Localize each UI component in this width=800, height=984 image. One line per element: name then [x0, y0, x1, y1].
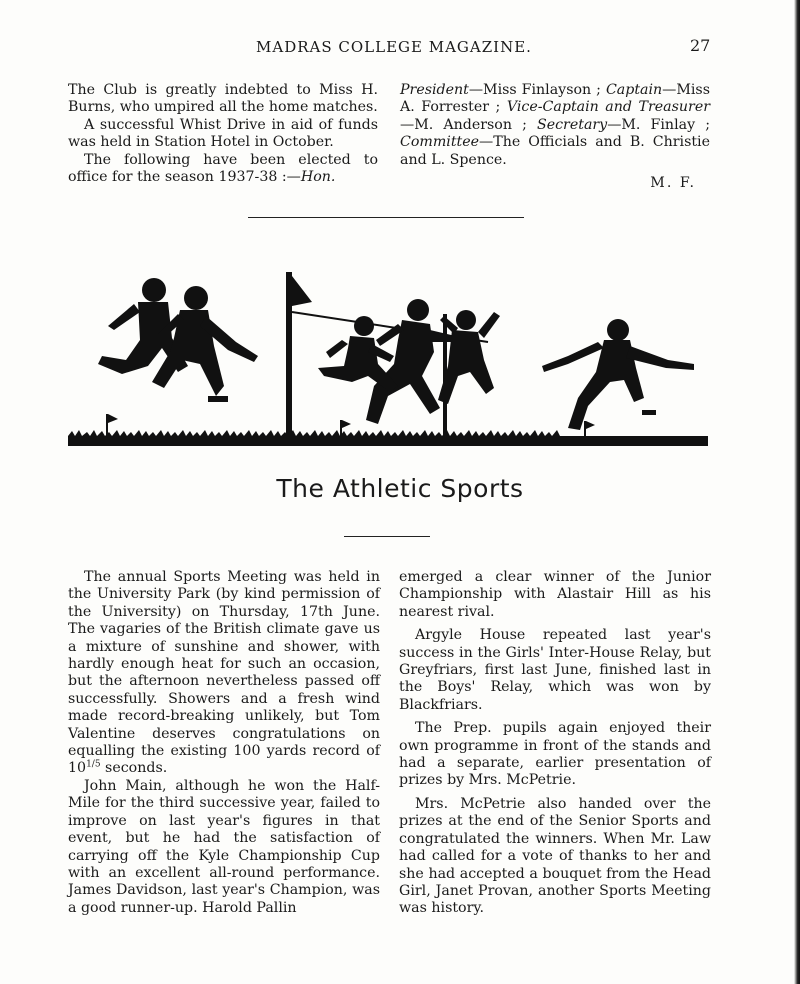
grass-ground	[68, 436, 708, 446]
record-fraction: 1/5	[86, 759, 101, 770]
article-left-column	[68, 569, 380, 923]
grass-tufts	[68, 430, 708, 436]
finish-post-left	[286, 272, 312, 438]
runner-arms-raised	[438, 310, 500, 404]
runner-behind-tape	[318, 316, 398, 392]
prep-pupils-paragraph: The Prep. pupils again enjoyed their own programme in front of the stands and had a separate, earlier presentation of prizes by Mrs. McPetrie.	[399, 720, 711, 789]
runners-illustration	[68, 268, 708, 453]
sports-meeting-paragraph: The annual Sports Meeting was held in the University Park (by kind permission of the University) on Thursday, 17th June. The vagaries of the British climate gave us a mixture of sunshine and shower, with hardly enough heat for such an occasion, but the afternoon nevertheless passed off successfully. Showers and a fresh wind made record-breaking unlikely, but Tom Valentine deserves congratulations on equalling the existing 100 yards record of $10^{1/5}$ seconds.	[68, 569, 380, 777]
runner-pair-left	[98, 278, 258, 402]
article-right-column	[399, 569, 711, 924]
author-signature: M. F.	[650, 175, 696, 192]
article-title: The Athletic Sports	[276, 474, 524, 503]
top-right-column	[400, 82, 710, 192]
ground-flag-right	[584, 421, 595, 437]
section-divider	[248, 217, 524, 218]
club-indebted-paragraph: The Club is greatly indebted to Miss H. Burns, who umpired all the home matches.	[68, 82, 378, 116]
title-underline	[344, 536, 430, 537]
john-main-paragraph: John Main, although he won the Half-Mile for the third successive year, failed to improve on last year's figures in that event, but he had the satisfaction of carrying off the Kyle Championship Cup with an excellent all-round performance. James Davidson, last year's Champion, was a good runner-up. Harold Pallin	[68, 777, 380, 916]
prize-giving-paragraph: Mrs. McPetrie also handed over the prizes at the end of the Senior Sports and congratulated the winners. When Mr. Law had called for a vote of thanks to her and she had accepted a bouquet from the Head Girl, Janet Provan, another Sports Meeting was history.	[399, 795, 711, 917]
whist-drive-paragraph: A successful Whist Drive in aid of funds was held in Station Hotel in October.	[68, 116, 378, 151]
officials-paragraph: President—Miss Finlayson ; Captain—Miss A. Forrester ; Vice-Captain and Treasurer—M. Anderson ; Secretary—M. Finlay ; Committee—The Officials and B. Christie and L. Spence.	[400, 82, 711, 168]
junior-championship-paragraph: emerged a clear winner of the Junior Championship with Alastair Hill as his nearest rival.	[399, 569, 711, 620]
relay-paragraph: Argyle House repeated last year's success in the Girls' Inter-House Relay, but Greyfriars, first last June, finished last in the Boys' Relay, which was won by Blackfriars.	[399, 627, 711, 713]
top-left-column	[68, 82, 378, 186]
elections-paragraph: The following have been elected to office for the season 1937-38 :—Hon.	[68, 151, 378, 186]
page-number: 27	[690, 36, 711, 55]
runner-right	[542, 319, 694, 430]
running-title: MADRAS COLLEGE MAGAZINE.	[256, 38, 532, 56]
